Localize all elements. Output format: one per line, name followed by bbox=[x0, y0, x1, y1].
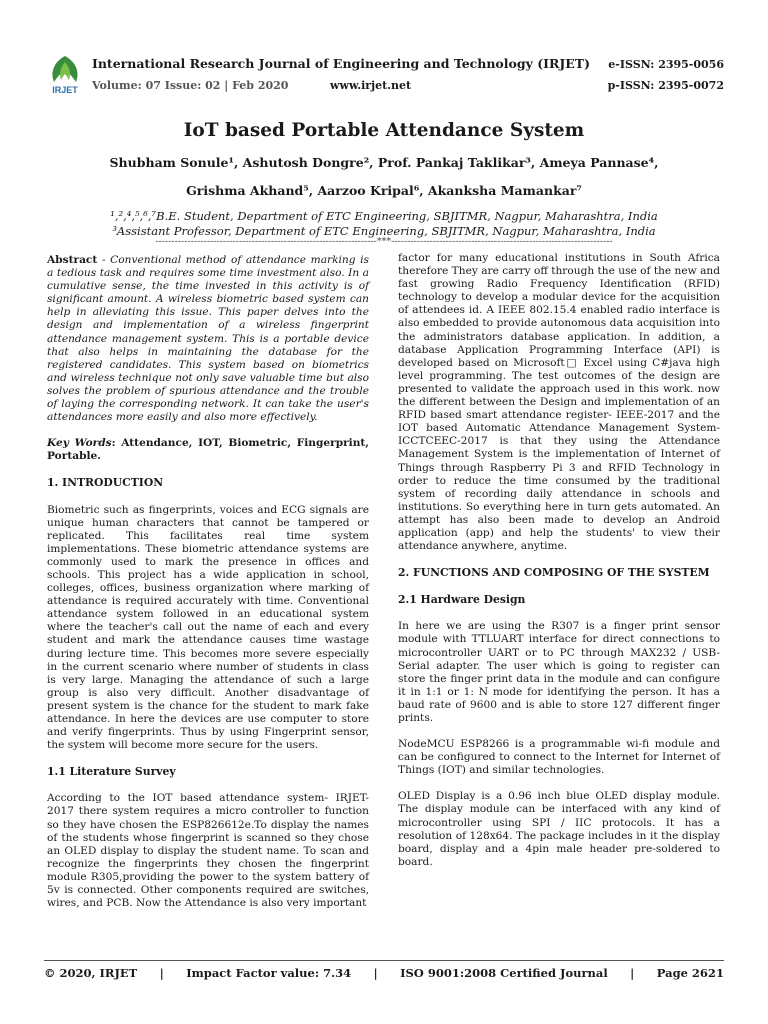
right-column bbox=[398, 252, 720, 882]
literature-survey-continued: factor for many educational institutions in South Africa therefore They are carry off through the use of the new and fast growing Radio Frequency Identification (RFID) technology to develop a modular device for the acquisition of attendees id. A IEEE 802.15.4 enabled radio interface is also embedded to provide autonomous data acquisition into the administrators database application. In addition, a database Application Programming Interface (API) is developed based on Microsoft□ Excel using C#java high level programming. The test outcomes of the design are presented to validate the approach used in this work. now the different between the Design and implementation of an RFID based smart attendance register- IEEE-2017 and the IOT based Automatic Attendance Management System-ICCTCEEC-2017 is that they using the Attendance Management System is the implementation of Internet of Things through Raspberry Pi 3 and RFID Technology in order to reduce the time consumed by the traditional system of recording daily attendance in schools and institutions. So everything here in turn gets automated. An attempt has also been made to develop an Android application (app) and help the students' to view their attendance anywhere, anytime. bbox=[398, 252, 720, 553]
authors-line-2: Grishma Akhand⁵, Aarzoo Kripal⁶, Akanksha Mamankar⁷ bbox=[186, 183, 582, 198]
hardware-oled-text: OLED Display is a 0.96 inch blue OLED display module. The display module can be interfaced with any kind of microcontroller using SPI / IIC protocols. It has a resolution of 128x64. The package includes in it the display board, display and a 4pin male header pre-soldered to board. bbox=[398, 790, 720, 868]
journal-header bbox=[44, 52, 724, 98]
irjet-logo-icon bbox=[44, 52, 86, 96]
footer-rule bbox=[44, 960, 724, 961]
abstract bbox=[47, 254, 369, 424]
e-issn: e-ISSN: 2395-0056 bbox=[608, 58, 724, 71]
p-issn: p-ISSN: 2395-0072 bbox=[607, 79, 724, 92]
footer-divider: | bbox=[159, 966, 164, 980]
literature-survey-text: According to the IOT based attendance system- IRJET- 2017 there system requires a micro controller to function so they have chosen the ESP826612e.To display the names of the students whose fingerprint is scanned so they chose an OLED display to display the student name. To scan and recognize the fingerprints they chosen the fingerprint module R305,providing the power to the system battery of 5v is connected. Other components required are switches, wires, and PCB. Now the Attendance is also very important bbox=[47, 792, 369, 910]
heading-literature-survey: 1.1 Literature Survey bbox=[47, 765, 176, 779]
hardware-nodemcu-text: NodeMCU ESP8266 is a programmable wi-fi module and can be configured to connect to the Internet for Internet of Things (IOT) and similar technologies. bbox=[398, 738, 720, 777]
heading-introduction: 1. INTRODUCTION bbox=[47, 476, 164, 490]
keywords bbox=[47, 437, 369, 463]
hardware-r307-text: In here we are using the R307 is a finger print sensor module with TTLUART interface for direct connections to microcontroller UART or to PC through MAX232 / USB-Serial adapter. The user which is going to register can store the finger print data in the module and can configure it in 1:1 or 1: N mode for identifying the person. It has a baud rate of 9600 and is able to store 127 different finger prints. bbox=[398, 620, 720, 724]
introduction-text: Biometric such as fingerprints, voices and ECG signals are unique human characters that cannot be tampered or replicated. This facilitates real time system implementations. These biometric attendance systems are commonly used to mark the presence in offices and schools. This project has a wide application in school, colleges, offices, business organization where marking of attendance is required accurately with time. Conventional attendance system followed in an educational system where the teacher's call out the name of each and every student and mark the attendance causes time wastage during lecture time. This becomes more severe especially in the current scenario where number of students in class is very large. Managing the attendance of such a large group is also very difficult. Another disadvantage of present system is the chance for the student to mark fake attendance. In here the devices are use computer to store and verify fingerprints. Thus by using Fingerprint sensor, the system will become more secure for the users. bbox=[47, 503, 369, 752]
abstract-text: - Conventional method of attendance marking is a tedious task and requires some time investment also. In a cumulative sense, the time invested in this activity is of significant amount. A wireless biometric based system can help in alleviating this issue. This paper delves into the design and implementation of a wireless fingerprint attendance management system. This is a portable device that also helps in maintaining the database for the registered candidates. This system based on biometrics and wireless technique not only save valuable time but also solves the problem of spurious attendance and the trouble of laying the corresponding network. It can take the user's attendances more easily and also more effectively. bbox=[47, 254, 369, 424]
keywords-label: Key Words bbox=[47, 437, 112, 450]
logo-text: IRJET bbox=[52, 85, 78, 95]
authors-line-1: Shubham Sonule¹, Ashutosh Dongre², Prof. Pankaj Taklikar³, Ameya Pannase⁴, bbox=[109, 155, 659, 170]
section-separator: ---------------------------------------------------------------------***--------------------------------------------------------------------- bbox=[155, 236, 613, 247]
heading-functions: 2. FUNCTIONS AND COMPOSING OF THE SYSTEM bbox=[398, 566, 710, 580]
footer-impact-factor: Impact Factor value: 7.34 bbox=[186, 966, 352, 980]
volume-issue: Volume: 07 Issue: 02 | Feb 2020 bbox=[92, 79, 289, 92]
keywords-text: : Attendance, IOT, Biometric, Fingerprint, Portable. bbox=[47, 437, 369, 463]
journal-name: International Research Journal of Engineering and Technology (IRJET) bbox=[92, 56, 591, 71]
affiliation-professor: ³Assistant Professor, Department of ETC Engineering, SBJITMR, Nagpur, Maharashtra, India bbox=[112, 224, 656, 238]
affiliation-students: ¹,²,⁴,⁵,⁶,⁷B.E. Student, Department of ETC Engineering, SBJITMR, Nagpur, Maharashtra, India bbox=[110, 209, 658, 223]
footer-divider: | bbox=[373, 966, 378, 980]
abstract-label: Abstract bbox=[47, 254, 98, 266]
page-footer bbox=[44, 966, 724, 980]
journal-website[interactable]: www.irjet.net bbox=[330, 79, 412, 92]
footer-copyright: © 2020, IRJET bbox=[44, 966, 138, 980]
footer-iso: ISO 9001:2008 Certified Journal bbox=[400, 966, 608, 980]
footer-page-number: Page 2621 bbox=[656, 966, 724, 980]
paper-title: IoT based Portable Attendance System bbox=[183, 120, 585, 141]
heading-hardware-design: 2.1 Hardware Design bbox=[398, 593, 526, 607]
footer-divider: | bbox=[630, 966, 635, 980]
left-column bbox=[47, 254, 369, 923]
